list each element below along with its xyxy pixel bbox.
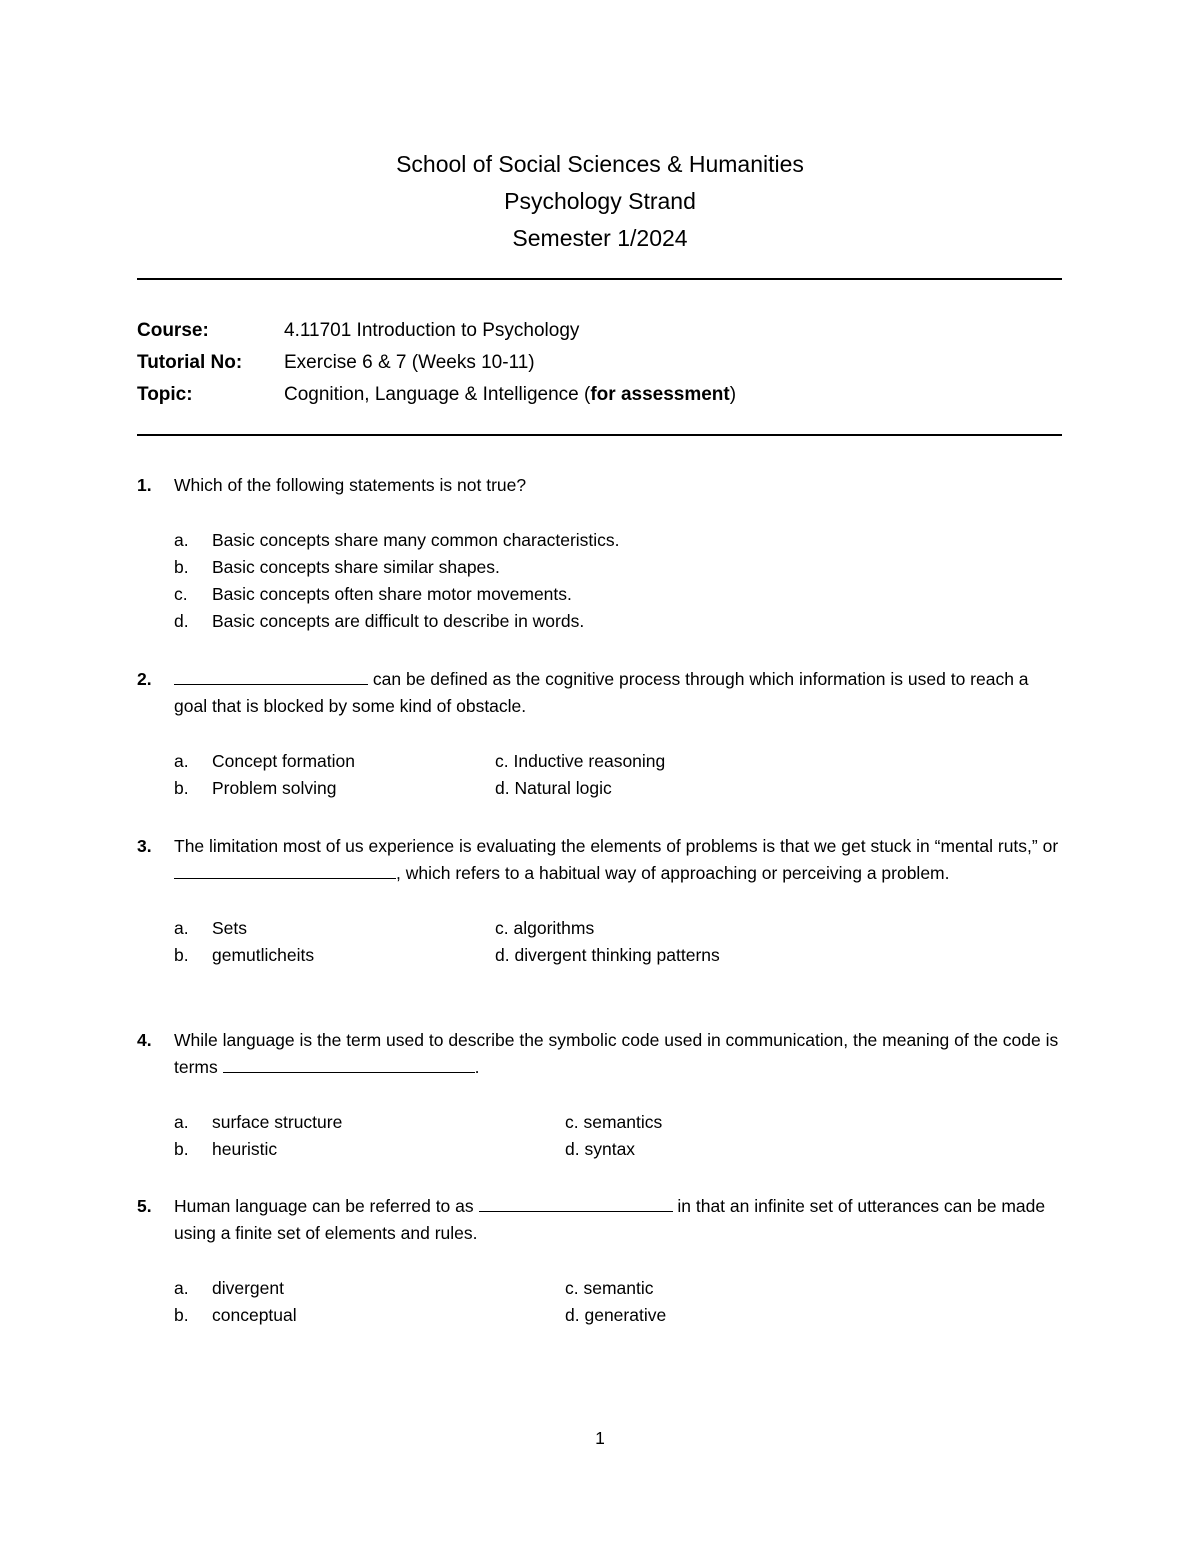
option-letter: b. bbox=[174, 557, 189, 577]
question-number: 1. bbox=[137, 475, 152, 495]
page-number: 1 bbox=[595, 1428, 605, 1448]
semester: Semester 1/2024 bbox=[512, 225, 688, 251]
tutorial-row bbox=[137, 347, 1062, 379]
topic-text: Cognition, Language & Intelligence ( bbox=[284, 384, 591, 405]
course-value: 4.11701 Introduction to Psychology bbox=[284, 320, 580, 341]
question-text-before: While language is the term used to describe the symbolic code used in communication, the meaning of the code is terms bbox=[174, 1030, 1059, 1077]
option-c bbox=[565, 1275, 654, 1302]
answer-options bbox=[174, 915, 1062, 969]
question-text-before: The limitation most of us experience is evaluating the elements of problems is that we get stuck in “mental ruts,” or bbox=[174, 836, 1059, 856]
option-letter: c. bbox=[565, 1112, 579, 1132]
answer-blank bbox=[479, 1194, 673, 1212]
option-text: semantics bbox=[583, 1112, 663, 1132]
option-letter: c. bbox=[174, 584, 188, 604]
tutorial-label: Tutorial No: bbox=[137, 352, 243, 373]
option-c bbox=[495, 748, 665, 775]
strand-name: Psychology Strand bbox=[504, 188, 696, 214]
option-letter: b. bbox=[174, 1139, 189, 1159]
top-divider bbox=[137, 278, 1062, 280]
option-letter: d. bbox=[565, 1305, 580, 1325]
course-info bbox=[137, 315, 1062, 411]
answer-options bbox=[174, 527, 1062, 635]
option-d bbox=[495, 942, 720, 969]
question-2 bbox=[137, 666, 1062, 802]
question-text bbox=[174, 666, 1062, 720]
bottom-divider bbox=[137, 434, 1062, 436]
option-b bbox=[174, 554, 500, 581]
option-text: divergent thinking patterns bbox=[514, 945, 720, 965]
school-name: School of Social Sciences & Humanities bbox=[396, 151, 804, 177]
option-text: Basic concepts share similar shapes. bbox=[212, 557, 500, 577]
option-a bbox=[174, 527, 620, 554]
option-a bbox=[174, 748, 495, 775]
option-b bbox=[174, 942, 495, 969]
option-text: Basic concepts share many common characteristics. bbox=[212, 530, 620, 550]
option-letter: c. bbox=[495, 918, 509, 938]
topic-value bbox=[284, 379, 1062, 411]
option-text: Basic concepts often share motor movements. bbox=[212, 584, 572, 604]
option-letter: b. bbox=[174, 778, 189, 798]
question-text-after: . bbox=[474, 1057, 480, 1077]
option-text: divergent bbox=[212, 1278, 284, 1298]
option-letter: c. bbox=[565, 1278, 579, 1298]
option-b bbox=[174, 1136, 565, 1163]
question-4 bbox=[137, 1027, 1062, 1163]
question-stem bbox=[137, 1193, 1062, 1247]
option-letter: b. bbox=[174, 1305, 189, 1325]
topic-row bbox=[137, 379, 1062, 411]
question-number: 4. bbox=[137, 1030, 152, 1050]
option-text: Inductive reasoning bbox=[513, 751, 666, 771]
option-d bbox=[174, 608, 584, 635]
answer-options bbox=[174, 1275, 1062, 1329]
option-text: syntax bbox=[584, 1139, 636, 1159]
option-letter: a. bbox=[174, 751, 189, 771]
question-number: 3. bbox=[137, 836, 152, 856]
option-text: gemutlicheits bbox=[212, 945, 315, 965]
question-stem bbox=[137, 472, 1062, 499]
option-b bbox=[174, 775, 495, 802]
option-d bbox=[495, 775, 612, 802]
option-b bbox=[174, 1302, 565, 1329]
option-c bbox=[174, 581, 572, 608]
question-text-after: , which refers to a habitual way of approaching or perceiving a problem. bbox=[396, 863, 950, 883]
option-letter: a. bbox=[174, 1112, 189, 1132]
option-text: generative bbox=[584, 1305, 667, 1325]
option-letter: c. bbox=[495, 751, 509, 771]
option-a bbox=[174, 1275, 565, 1302]
answer-options bbox=[174, 1109, 1062, 1163]
option-text: Sets bbox=[212, 918, 248, 938]
option-letter: a. bbox=[174, 1278, 189, 1298]
option-letter: d. bbox=[174, 611, 189, 631]
question-stem bbox=[137, 666, 1062, 720]
option-text: algorithms bbox=[513, 918, 595, 938]
option-text: Natural logic bbox=[514, 778, 612, 798]
question-5 bbox=[137, 1193, 1062, 1329]
option-text: Basic concepts are difficult to describe in words. bbox=[212, 611, 585, 631]
option-a bbox=[174, 1109, 565, 1136]
answer-options bbox=[174, 748, 1062, 802]
topic-label: Topic: bbox=[137, 384, 193, 405]
option-a bbox=[174, 915, 495, 942]
option-text: Concept formation bbox=[212, 751, 355, 771]
option-text: conceptual bbox=[212, 1305, 297, 1325]
option-letter: a. bbox=[174, 530, 189, 550]
option-letter: d. bbox=[565, 1139, 580, 1159]
tutorial-value: Exercise 6 & 7 (Weeks 10-11) bbox=[284, 352, 535, 373]
question-text-after: in that an infinite set of utterances can be made using a finite set of elements and rules. bbox=[174, 1196, 1046, 1243]
option-letter: d. bbox=[495, 778, 510, 798]
question-text bbox=[174, 833, 1062, 887]
option-c bbox=[495, 915, 594, 942]
topic-assessment-note: for assessment bbox=[590, 384, 730, 405]
answer-blank bbox=[174, 667, 368, 685]
question-text-before: Human language can be referred to as bbox=[174, 1196, 479, 1216]
option-letter: a. bbox=[174, 918, 189, 938]
course-row bbox=[137, 315, 1062, 347]
question-stem bbox=[137, 833, 1062, 887]
option-text: surface structure bbox=[212, 1112, 343, 1132]
option-c bbox=[565, 1109, 662, 1136]
option-d bbox=[565, 1136, 635, 1163]
question-text bbox=[174, 1193, 1062, 1247]
option-letter: d. bbox=[495, 945, 510, 965]
question-3 bbox=[137, 833, 1062, 969]
answer-blank bbox=[174, 861, 396, 879]
option-d bbox=[565, 1302, 666, 1329]
question-text-after: can be defined as the cognitive process through which information is used to reach a goal that is blocked by some kind of obstacle. bbox=[174, 669, 1029, 716]
question-stem bbox=[137, 1027, 1062, 1081]
topic-close: ) bbox=[729, 384, 737, 405]
option-letter: b. bbox=[174, 945, 189, 965]
question-1 bbox=[137, 472, 1062, 635]
document-header bbox=[0, 146, 1200, 257]
option-text: Problem solving bbox=[212, 778, 337, 798]
question-text bbox=[174, 1027, 1062, 1081]
answer-blank bbox=[223, 1055, 475, 1073]
option-text: semantic bbox=[583, 1278, 654, 1298]
question-number: 5. bbox=[137, 1196, 152, 1216]
course-label: Course: bbox=[137, 320, 209, 341]
question-text: Which of the following statements is not true? bbox=[174, 475, 527, 495]
option-text: heuristic bbox=[212, 1139, 278, 1159]
question-number: 2. bbox=[137, 669, 152, 689]
